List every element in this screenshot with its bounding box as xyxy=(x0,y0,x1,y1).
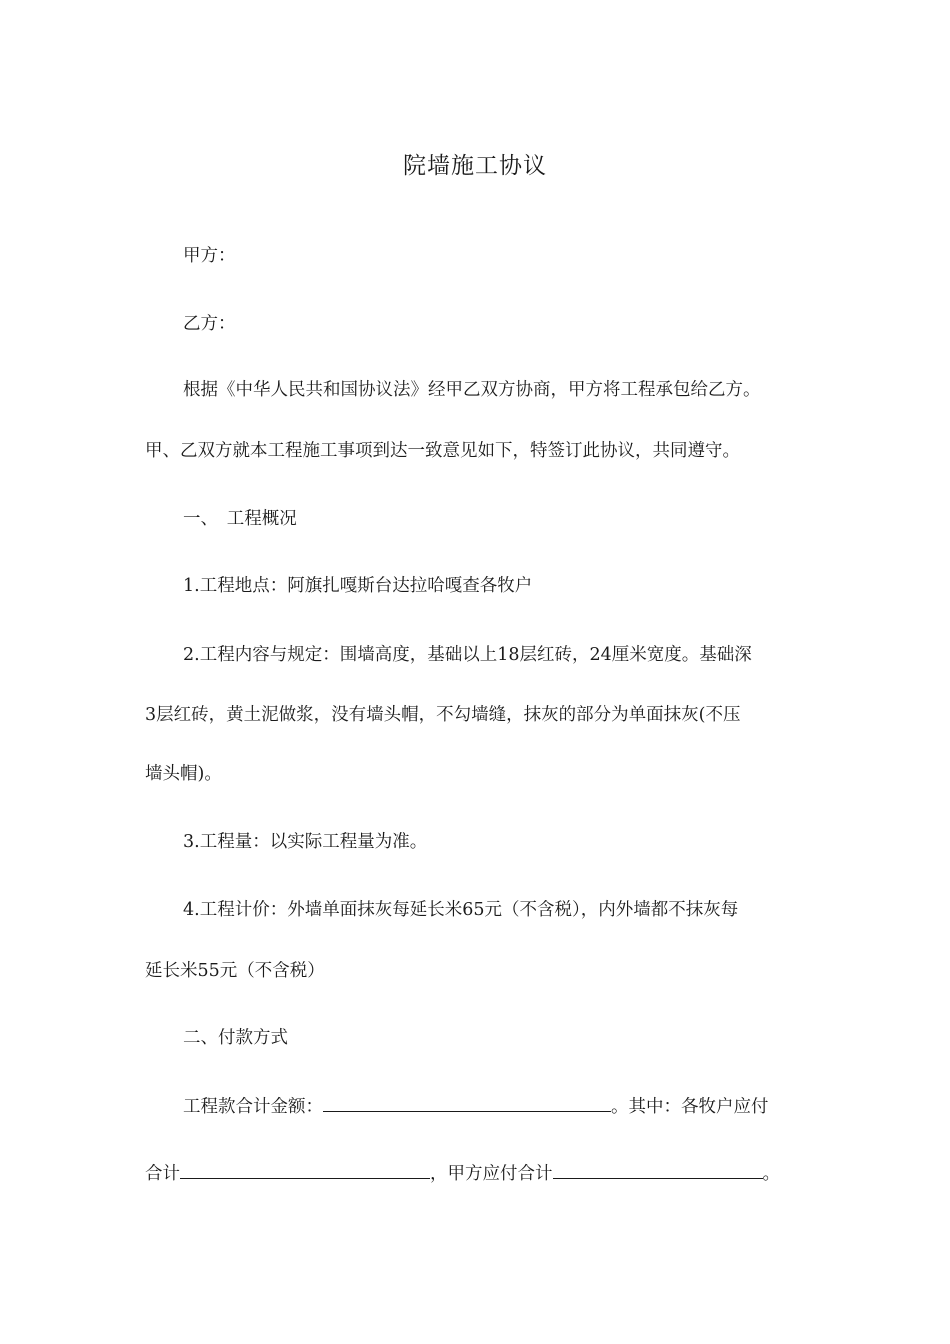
section-1-item-2-line-2: 3层红砖，黄土泥做浆，没有墙头帽，不勾墙缝，抹灰的部分为单面抹灰(不压 xyxy=(145,705,741,725)
document-title: 院墙施工协议 xyxy=(403,153,547,179)
party-b-label: 乙方： xyxy=(183,314,236,334)
payment-total-line xyxy=(183,1094,769,1119)
section-1-item-4-line-1: 4.工程计价：外墙单面抹灰每延长米65元（不含税），内外墙都不抹灰每 xyxy=(183,900,739,920)
payment-total-label: 工程款合计金额： xyxy=(183,1097,323,1117)
preamble-line-2: 甲、乙双方就本工程施工事项到达一致意见如下，特签订此协议，共同遵守。 xyxy=(145,441,740,461)
section-1-item-2-line-1: 2.工程内容与规定：围墙高度，基础以上18层红砖，24厘米宽度。基础深 xyxy=(183,645,752,665)
payment-party-a-blank[interactable] xyxy=(553,1161,763,1179)
section-1-item-4-line-2: 延长米55元（不含税） xyxy=(145,961,325,981)
payment-herders-label: 合计 xyxy=(145,1164,180,1184)
payment-total-suffix: 。其中：各牧户应付 xyxy=(611,1097,769,1117)
payment-party-a-label: ，甲方应付合计 xyxy=(430,1164,553,1184)
payment-split-line xyxy=(145,1161,780,1186)
preamble-line-1: 根据《中华人民共和国协议法》经甲乙双方协商，甲方将工程承包给乙方。 xyxy=(183,380,761,400)
section-1-heading: 一、 工程概况 xyxy=(183,509,297,529)
section-1-item-2-line-3: 墙头帽)。 xyxy=(145,764,222,784)
section-1-item-1: 1.工程地点：阿旗扎嘎斯台达拉哈嘎查各牧户 xyxy=(183,576,533,596)
section-2-heading: 二、付款方式 xyxy=(183,1028,288,1048)
payment-total-blank[interactable] xyxy=(323,1094,611,1112)
payment-herders-blank[interactable] xyxy=(180,1161,430,1179)
party-a-label: 甲方： xyxy=(183,246,236,266)
section-1-item-3: 3.工程量：以实际工程量为准。 xyxy=(183,832,428,852)
payment-end: 。 xyxy=(762,1164,780,1184)
